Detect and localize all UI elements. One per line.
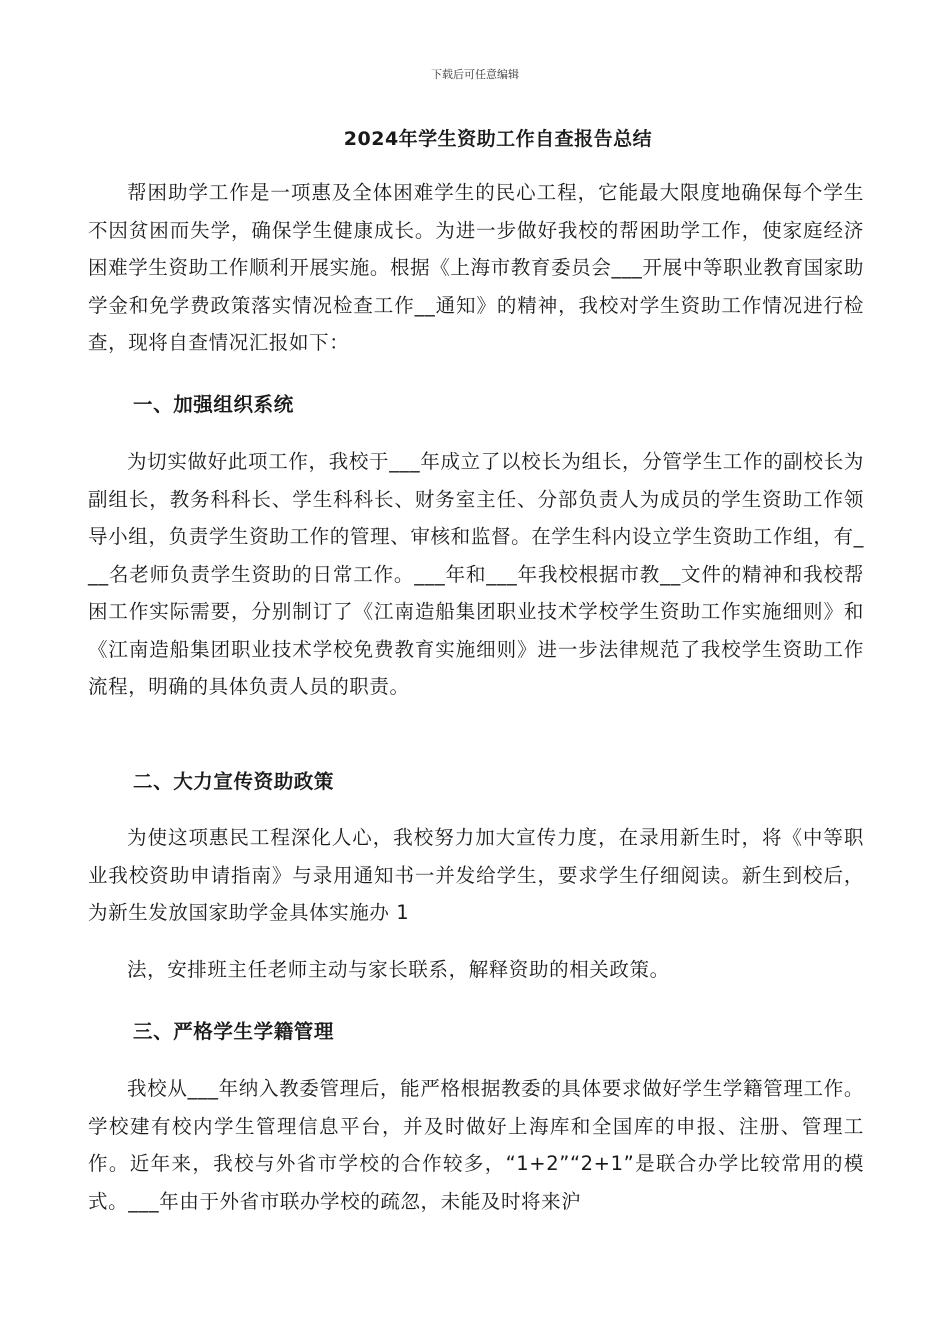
- section-3-heading: 三、严格学生学籍管理: [133, 1020, 335, 1043]
- section-3: [88, 1013, 864, 1051]
- section-3-paragraph: 我校从___年纳入教委管理后，能严格根据教委的具体要求做好学生学籍管理工作。学校建有校内学生管理信息平台，并及时做好上海库和全国库的申报、注册、管理工作。近年来，我校与外省市学校的合作较多，“1+2”“2+1”是联合办学比较常用的模式。___年由于外省市联办学校的疏忽，未能及时将来沪: [88, 1077, 864, 1213]
- section-3-body: [88, 1070, 864, 1220]
- document-title: 2024年学生资助工作自查报告总结: [343, 128, 653, 150]
- section-2: [88, 763, 864, 801]
- section-1: [88, 386, 864, 424]
- section-1-body: [88, 443, 864, 706]
- section-2-heading: 二、大力宣传资助政策: [133, 770, 335, 793]
- intro-paragraph: 帮困助学工作是一项惠及全体困难学生的民心工程，它能最大限度地确保每个学生不因贫困而失学，确保学生健康成长。为进一步做好我校的帮困助学工作，使家庭经济困难学生资助工作顺利开展实施。根据《上海市教育委员会___开展中等职业教育国家助学金和免学费政策落实情况检查工作__通知》的精神，我校对学生资助工作情况进行检查，现将自查情况汇报如下：: [88, 181, 864, 354]
- section-2-body: [88, 819, 864, 932]
- section-2-body-cont: [88, 951, 864, 989]
- section-1-paragraph: 为切实做好此项工作，我校于___年成立了以校长为组长，分管学生工作的副校长为副组长，教务科科长、学生科科长、财务室主任、分部负责人为成员的学生资助工作领导小组，负责学生资助工作的管理、审核和监督。在学生科内设立学生资助工作组，有___名老师负责学生资助的日常工作。___年和___年我校根据市教__文件的精神和我校帮困工作实际需要，分别制订了《江南造船集团职业技术学校学生资助工作实施细则》和《江南造船集团职业技术学校免费教育实施细则》进一步法律规范了我校学生资助工作流程，明确的具体负责人员的职责。: [88, 450, 864, 698]
- section-2-paragraph-2: 法，安排班主任老师主动与家长联系，解释资助的相关政策。: [127, 958, 670, 981]
- intro-block: [88, 174, 864, 362]
- section-2-paragraph-1: 为使这项惠民工程深化人心，我校努力加大宣传力度，在录用新生时，将《中等职业我校资助申请指南》与录用通知书一并发给学生，要求学生仔细阅读。新生到校后，为新生发放国家助学金具体实施办 1: [88, 826, 864, 924]
- header-note: 下载后可任意编辑: [431, 68, 519, 81]
- section-1-heading: 一、加强组织系统: [133, 393, 294, 416]
